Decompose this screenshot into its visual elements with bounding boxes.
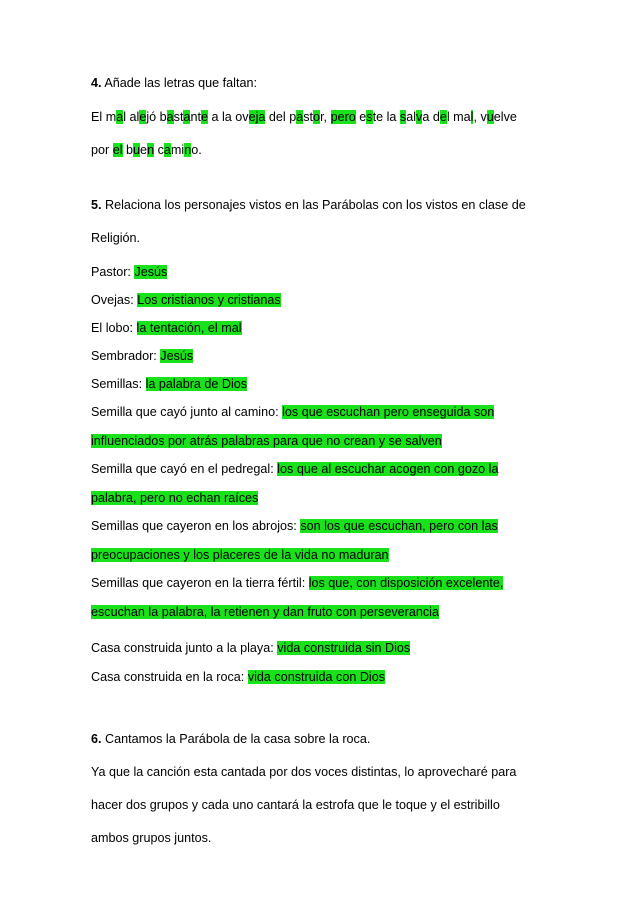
- ex5-item: [91, 292, 281, 308]
- ex5-item-label: Pastor:: [91, 265, 135, 279]
- sentence-text: a d: [422, 110, 440, 124]
- sentence-text: El m: [91, 110, 117, 124]
- filled-letters: v: [416, 110, 423, 124]
- ex5-item: [91, 376, 247, 392]
- filled-letters: a: [296, 110, 304, 124]
- sentence-text: al: [406, 110, 417, 124]
- filled-letters: a: [166, 110, 174, 124]
- ex6-number: 6.: [91, 732, 102, 746]
- filled-letters: u: [486, 110, 494, 124]
- ex5-item-answer: Jesús: [134, 265, 168, 279]
- ex4-sentence-line-1: [91, 109, 517, 125]
- sentence-text: o.: [191, 143, 202, 157]
- sentence-text: por: [91, 143, 113, 157]
- ex5-item-answer: los que, con disposición excelente,: [308, 576, 504, 590]
- sentence-text: e: [140, 143, 148, 157]
- ex5-item: [91, 669, 385, 685]
- sentence-text: del p: [265, 110, 297, 124]
- ex5-item: [91, 264, 167, 280]
- ex5-item-label: El lobo:: [91, 321, 137, 335]
- sentence-text: st: [173, 110, 184, 124]
- ex5-item-answer: Los cristianos y cristianas: [137, 293, 281, 307]
- sentence-text: e: [355, 110, 367, 124]
- ex5-item-continuation: [91, 490, 258, 506]
- ex4-sentence-line-2: [91, 142, 202, 158]
- ex5-item-answer: Jesús: [160, 349, 194, 363]
- filled-letters: o: [313, 110, 321, 124]
- filled-letters: a: [183, 110, 191, 124]
- ex5-item-label: Semillas:: [91, 377, 146, 391]
- ex5-item-label: Ovejas:: [91, 293, 138, 307]
- ex6-title: Cantamos la Parábola de la casa sobre la roca.: [101, 732, 371, 746]
- ex5-heading: [91, 197, 526, 213]
- ex5-item: [91, 404, 494, 420]
- filled-letters: s: [366, 110, 373, 124]
- ex5-item-answer: influenciados por atrás palabras para que no crean y se salven: [91, 434, 442, 448]
- sentence-text: st: [303, 110, 314, 124]
- sentence-text: , v: [473, 110, 487, 124]
- sentence-text: l ma: [446, 110, 471, 124]
- ex5-item-answer: preocupaciones y los placeres de la vida no maduran: [91, 548, 389, 562]
- ex5-item-label: Semillas que cayeron en los abrojos:: [91, 519, 301, 533]
- ex5-title: Relaciona los personajes vistos en las Parábolas con los vistos en clase de: [101, 198, 526, 212]
- filled-letters: eja: [248, 110, 266, 124]
- sentence-text: mi: [170, 143, 185, 157]
- ex5-item-label: Semillas que cayeron en la tierra fértil:: [91, 576, 309, 590]
- ex5-item-answer: vida construida sin Dios: [277, 641, 411, 655]
- sentence-text: te la: [372, 110, 400, 124]
- ex6-body-line-3: ambos grupos juntos.: [91, 831, 212, 845]
- ex6-body-line-1: Ya que la canción esta cantada por dos voces distintas, lo aprovecharé para: [91, 765, 517, 779]
- ex5-item: [91, 640, 410, 656]
- filled-letters: u: [133, 143, 141, 157]
- ex4-heading: [91, 75, 257, 91]
- ex5-item: [91, 320, 242, 336]
- ex4-number: 4.: [91, 76, 102, 90]
- ex5-item-answer: palabra, pero no echan raíces: [91, 491, 259, 505]
- filled-letters: n: [184, 143, 192, 157]
- filled-letters: pero: [330, 110, 356, 124]
- filled-letters: e: [200, 110, 208, 124]
- filled-letters: el: [112, 143, 123, 157]
- sentence-text: nt: [190, 110, 201, 124]
- filled-letters: s: [399, 110, 407, 124]
- ex5-item-answer: los que al escuchar acogen con gozo la: [277, 462, 499, 476]
- ex5-number: 5.: [91, 198, 102, 212]
- ex5-title-cont: Religión.: [91, 231, 141, 245]
- ex5-item-continuation: [91, 433, 442, 449]
- ex5-item-label: Sembrador:: [91, 349, 161, 363]
- ex5-item-answer: la palabra de Dios: [145, 377, 248, 391]
- ex6-body-line-2: hacer dos grupos y cada uno cantará la estrofa que le toque y el estribillo: [91, 798, 500, 812]
- ex5-item-label: Casa construida junto a la playa:: [91, 641, 278, 655]
- filled-letters: e: [439, 110, 447, 124]
- ex5-item-answer: escuchan la palabra, la retienen y dan fruto con perseverancia: [91, 605, 439, 619]
- sentence-text: l al: [123, 110, 140, 124]
- ex6-heading: [91, 731, 370, 747]
- sentence-text: c: [154, 143, 164, 157]
- ex4-title: Añade las letras que faltan:: [101, 76, 257, 90]
- ex5-item: [91, 518, 498, 534]
- sentence-text: a la ov: [208, 110, 249, 124]
- ex5-item: [91, 461, 498, 477]
- filled-letters: n: [147, 143, 155, 157]
- sentence-text: elve: [493, 110, 517, 124]
- ex5-item-continuation: [91, 547, 389, 563]
- ex5-item-answer: la tentación, el mal: [136, 321, 242, 335]
- sentence-text: r,: [320, 110, 331, 124]
- ex5-item-answer: vida construida con Dios: [247, 670, 386, 684]
- filled-letters: l: [470, 110, 474, 124]
- ex5-item: [91, 575, 503, 591]
- filled-letters: e: [139, 110, 147, 124]
- filled-letters: a: [163, 143, 171, 157]
- ex5-item-label: Casa construida en la roca:: [91, 670, 248, 684]
- filled-letters: a: [116, 110, 124, 124]
- ex5-item-answer: son los que escuchan, pero con las: [300, 519, 498, 533]
- ex5-item-continuation: [91, 604, 439, 620]
- sentence-text: jó b: [146, 110, 167, 124]
- ex5-item: [91, 348, 193, 364]
- ex5-item-label: Semilla que cayó junto al camino:: [91, 405, 283, 419]
- ex5-item-label: Semilla que cayó en el pedregal:: [91, 462, 278, 476]
- sentence-text: b: [122, 143, 134, 157]
- ex5-item-answer: los que escuchan pero enseguida son: [282, 405, 495, 419]
